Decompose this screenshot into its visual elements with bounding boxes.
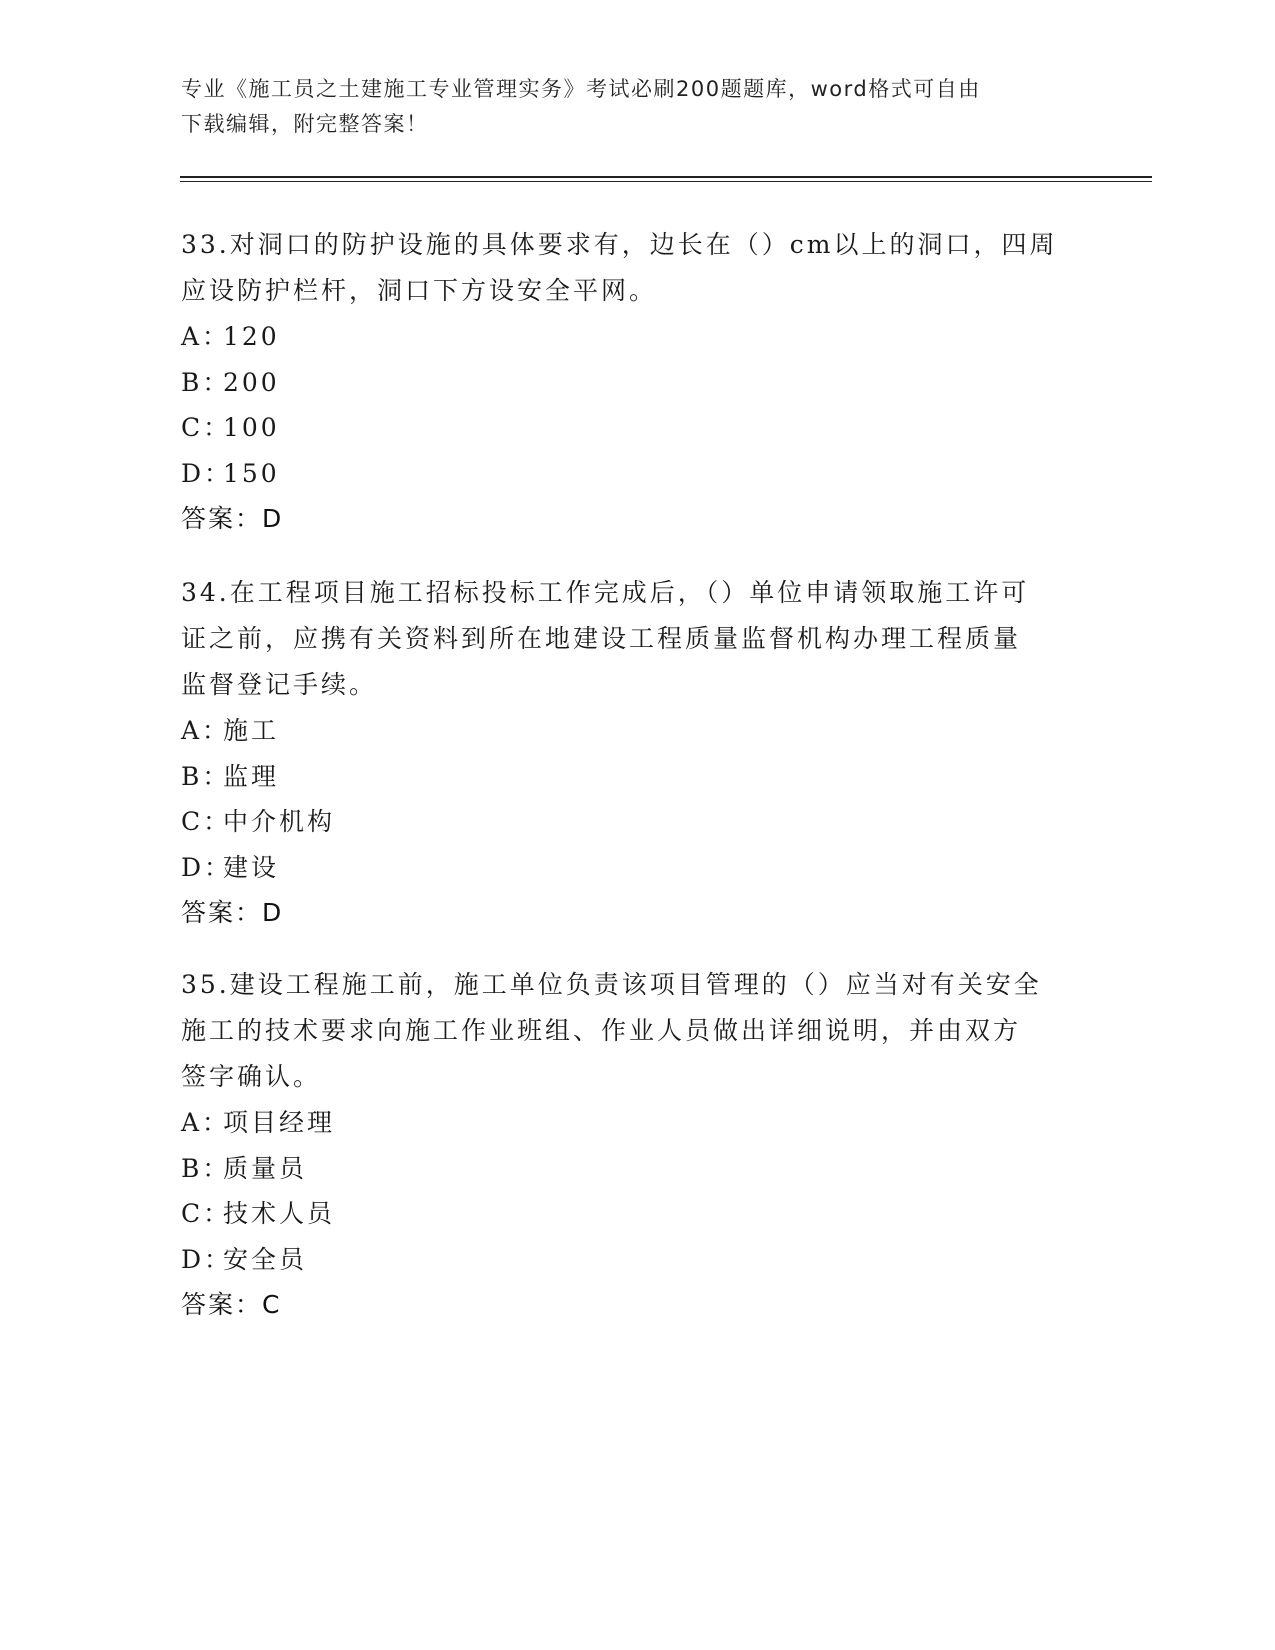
question-text-line: 应设防护栏杆，洞口下方设安全平网。 — [181, 276, 658, 305]
option-b — [181, 754, 1081, 800]
option-text: 监理 — [223, 761, 280, 791]
option-text: 100 — [223, 413, 280, 442]
answer-line: 答案：D — [181, 504, 284, 533]
option-letter: D： — [181, 852, 233, 882]
header-line-2: 下载编辑，附完整答案！ — [181, 112, 429, 136]
question-text-line: 34.在工程项目施工招标投标工作完成后，（）单位申请领取施工许可 — [181, 578, 1030, 607]
option-text: 120 — [223, 322, 280, 351]
option-letter: C： — [181, 1199, 232, 1228]
option-letter: D： — [181, 458, 233, 488]
option-text: 安全员 — [223, 1244, 308, 1274]
question-33 — [181, 222, 1081, 542]
option-text: 200 — [223, 367, 280, 397]
option-letter: C： — [181, 413, 232, 442]
option-a — [181, 314, 1081, 360]
option-text: 技术人员 — [223, 1199, 336, 1228]
option-d — [181, 451, 1081, 497]
option-letter: A： — [181, 716, 231, 745]
option-b — [181, 1146, 1081, 1192]
option-c — [181, 799, 1081, 845]
option-text: 项目经理 — [223, 1108, 336, 1137]
option-a — [181, 1100, 1081, 1146]
question-35 — [181, 962, 1081, 1328]
option-d — [181, 1237, 1081, 1283]
question-34 — [181, 570, 1081, 936]
option-letter: A： — [181, 1108, 231, 1137]
answer-line: 答案：D — [181, 898, 284, 927]
question-text-line: 33.对洞口的防护设施的具体要求有，边长在（）cm以上的洞口，四周 — [181, 230, 1058, 259]
header-line-1: 专业《施工员之土建施工专业管理实务》考试必刷200题题库，word格式可自由 — [181, 77, 981, 101]
option-letter: B： — [181, 761, 231, 791]
question-text-line: 35.建设工程施工前，施工单位负责该项目管理的（）应当对有关安全 — [181, 970, 1042, 999]
answer-line: 答案：C — [181, 1290, 282, 1319]
option-letter: A： — [181, 322, 231, 351]
question-text-line: 签字确认。 — [181, 1062, 322, 1091]
document-header — [181, 72, 1061, 142]
option-a — [181, 708, 1081, 754]
question-text — [181, 962, 1081, 1100]
option-c — [181, 405, 1081, 451]
header-divider-thin — [180, 181, 1152, 182]
option-text: 建设 — [223, 852, 280, 882]
question-text — [181, 222, 1081, 314]
question-text-line: 证之前，应携有关资料到所在地建设工程质量监督机构办理工程质量 — [181, 624, 1022, 653]
question-text-line: 监督登记手续。 — [181, 670, 378, 699]
option-d — [181, 845, 1081, 891]
option-text: 150 — [223, 458, 280, 488]
option-text: 施工 — [223, 716, 280, 745]
question-text-line: 施工的技术要求向施工作业班组、作业人员做出详细说明，并由双方 — [181, 1016, 1022, 1045]
option-c — [181, 1191, 1081, 1237]
question-text — [181, 570, 1081, 708]
option-text: 中介机构 — [223, 807, 336, 836]
header-divider-thick — [180, 176, 1152, 178]
option-letter: B： — [181, 1153, 231, 1183]
option-letter: B： — [181, 367, 231, 397]
option-text: 质量员 — [223, 1153, 308, 1183]
option-b — [181, 360, 1081, 406]
option-letter: D： — [181, 1244, 233, 1274]
option-letter: C： — [181, 807, 232, 836]
